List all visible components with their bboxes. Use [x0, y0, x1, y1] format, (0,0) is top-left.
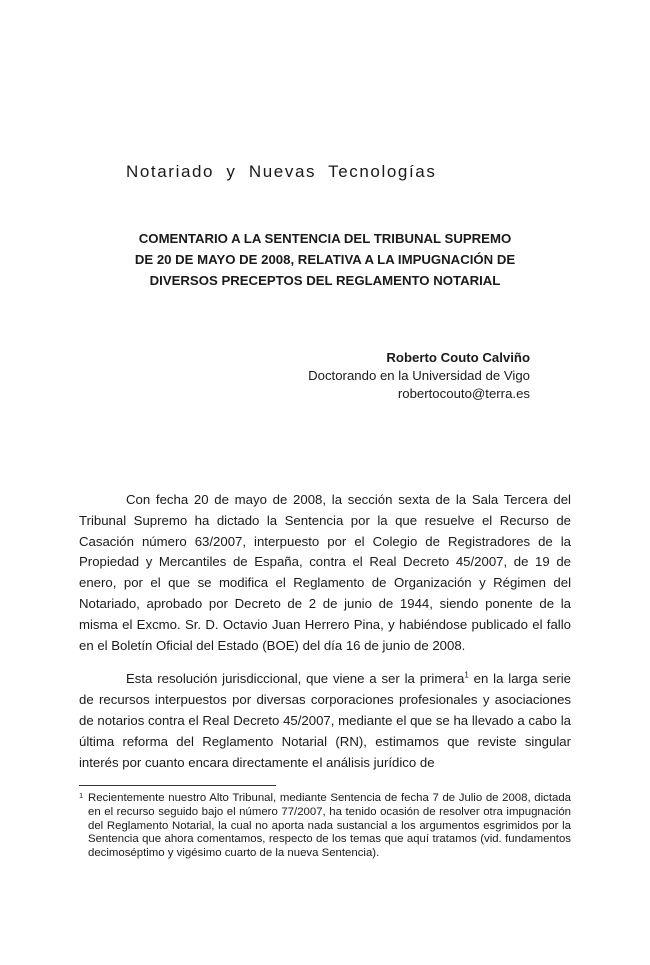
author-email: robertocouto@terra.es	[397, 386, 530, 401]
author-block	[308, 349, 530, 403]
body-paragraph-2	[79, 669, 571, 773]
body-paragraph-1: Con fecha 20 de mayo de 2008, la sección sexta de la Sala Tercera del Tribunal Supremo ha dictado la Sentencia por la que resuelve el Recurso de Casación número 63/2007, interpuesto por el Colegio de Registradores de la Propiedad y Mercantiles de España, contra el Real Decreto 45/2007, de 19 de enero, por el que se modifica el Reglamento de Organización y Régimen del Notariado, aprobado por Decreto de 2 de junio de 1944, siendo ponente de la misma el Excmo. Sr. D. Octavio Juan Herrero Pina, y habiéndose publicado el fallo en el Boletín Oficial del Estado (BOE) del día 16 de junio de 2008.	[79, 492, 571, 653]
article-title	[80, 228, 570, 291]
footnote-reference: 1	[464, 670, 469, 680]
paragraph-2-text-end: en la larga serie de recursos interpuestos por diversas corporaciones profesionales y asociaciones de notarios contra el Real Decreto 45/2007, mediante el que se ha llevado a cabo la última reforma del Reglamento Notarial (RN), estimamos que reviste singular interés por cuanto encara directamente el análisis jurídico de	[79, 671, 571, 770]
footnote: 1 Recientemente nuestro Alto Tribunal, mediante Sentencia de fecha 7 de Julio de 2008, dictada en el recurso seguido bajo el número 77/2007, ha tenido ocasión de resolver otra impugnación del Reglamento Notarial, la cual no aporta nada sustancial a los argumentos esgrimidos por la Sentencia que ahora comentamos, respecto de los temas que aquí tratamos (vid. fundamentos decimoséptimo y vigésimo cuarto de la nueva Sentencia).	[79, 791, 571, 860]
title-line-3: DIVERSOS PRECEPTOS DEL REGLAMENTO NOTARIAL	[149, 273, 501, 288]
title-line-2: DE 20 DE MAYO DE 2008, RELATIVA A LA IMPUGNACIÓN DE	[134, 252, 516, 267]
title-line-1: COMENTARIO A LA SENTENCIA DEL TRIBUNAL SUPREMO	[138, 231, 512, 246]
footnote-divider	[79, 785, 276, 786]
article-body	[79, 490, 571, 786]
paragraph-2-text-start: Esta resolución jurisdiccional, que viene a ser la primera	[126, 671, 465, 687]
author-affiliation: Doctorando en la Universidad de Vigo	[308, 368, 530, 383]
author-name: Roberto Couto Calviño	[386, 350, 530, 365]
section-header: Notariado y Nuevas Tecnologías	[126, 162, 437, 181]
footnote-text: Recientemente nuestro Alto Tribunal, mediante Sentencia de fecha 7 de Julio de 2008, dictada en el recurso seguido bajo el número 77/2007, ha tenido ocasión de resolver otra impugnación del Reglamento Notarial, la cual no aporta nada sustancial a los argumentos esgrimidos por la Sentencia que ahora comentamos, respecto de los temas que aquí tratamos (vid. fundamentos decimoséptimo y vigésimo cuarto de la nueva Sentencia).	[88, 792, 571, 860]
